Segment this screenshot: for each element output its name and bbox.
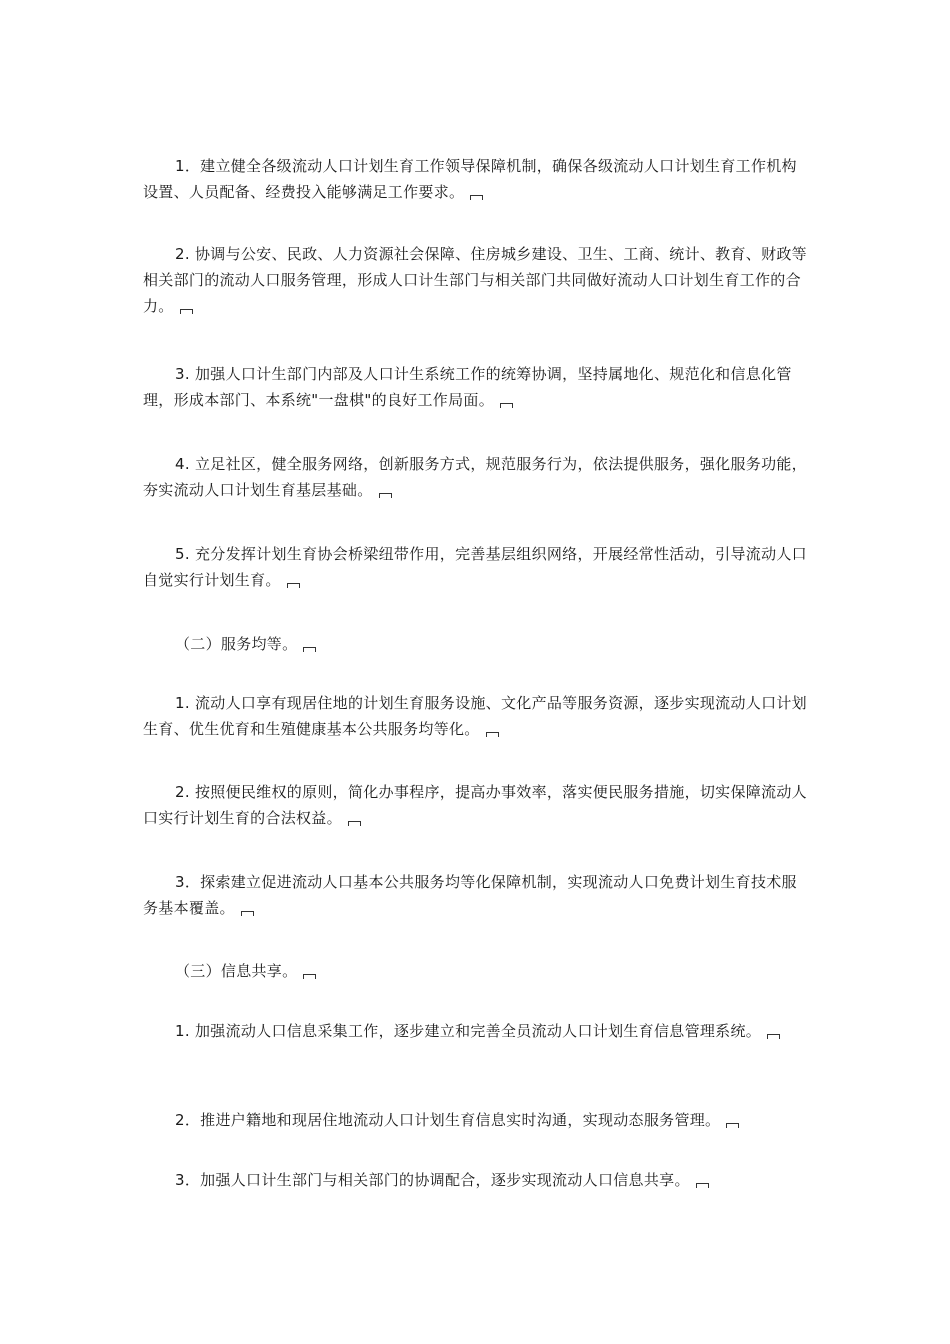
- paragraph: [143, 869, 810, 921]
- paragraph-mark-icon: [348, 821, 361, 826]
- paragraph-text: 1. 加强流动人口信息采集工作，逐步建立和完善全员流动人口计划生育信息管理系统。: [175, 1022, 762, 1040]
- paragraph-text: 2. 按照便民维权的原则，简化办事程序，提高办事效率，落实便民服务措施，切实保障流动人口实行计划生育的合法权益。: [143, 783, 807, 827]
- paragraph-mark-icon: [180, 309, 193, 314]
- paragraph-mark-icon: [767, 1034, 780, 1039]
- paragraph-mark-icon: [241, 911, 254, 916]
- section-heading: [143, 958, 810, 984]
- paragraph: [143, 690, 810, 742]
- section-heading-text: （二）服务均等。: [175, 635, 298, 653]
- paragraph: [143, 1107, 810, 1133]
- paragraph: [143, 361, 810, 413]
- paragraph: [143, 1167, 810, 1193]
- paragraph-text: 3. 加强人口计生部门内部及人口计生系统工作的统筹协调，坚持属地化、规范化和信息化管理，形成本部门、本系统"一盘棋"的良好工作局面。: [143, 365, 792, 409]
- section-heading: [143, 631, 810, 657]
- paragraph-mark-icon: [696, 1183, 709, 1188]
- paragraph: [143, 241, 810, 319]
- paragraph-text: 2. 协调与公安、民政、人力资源社会保障、住房城乡建设、卫生、工商、统计、教育、财政等相关部门的流动人口服务管理，形成人口计生部门与相关部门共同做好流动人口计划生育工作的合力。: [143, 245, 807, 315]
- paragraph: [143, 1018, 810, 1044]
- paragraph-mark-icon: [500, 403, 513, 408]
- paragraph: [143, 153, 810, 205]
- paragraph-text: 5. 充分发挥计划生育协会桥梁纽带作用，完善基层组织网络，开展经常性活动，引导流动人口自觉实行计划生育。: [143, 545, 807, 589]
- paragraph-mark-icon: [470, 195, 483, 200]
- paragraph-text: 1．建立健全各级流动人口计划生育工作领导保障机制，确保各级流动人口计划生育工作机构设置、人员配备、经费投入能够满足工作要求。: [143, 157, 797, 201]
- paragraph-text: 3．探索建立促进流动人口基本公共服务均等化保障机制，实现流动人口免费计划生育技术服务基本覆盖。: [143, 873, 797, 917]
- paragraph-mark-icon: [726, 1123, 739, 1128]
- paragraph-text: 1. 流动人口享有现居住地的计划生育服务设施、文化产品等服务资源，逐步实现流动人口计划生育、优生优育和生殖健康基本公共服务均等化。: [143, 694, 807, 738]
- paragraph-mark-icon: [287, 583, 300, 588]
- paragraph-mark-icon: [486, 732, 499, 737]
- section-heading-text: （三）信息共享。: [175, 962, 298, 980]
- paragraph-mark-icon: [303, 647, 316, 652]
- paragraph-mark-icon: [379, 493, 392, 498]
- paragraph: [143, 541, 810, 593]
- paragraph-text: 2．推进户籍地和现居住地流动人口计划生育信息实时沟通，实现动态服务管理。: [175, 1111, 721, 1129]
- paragraph-mark-icon: [303, 974, 316, 979]
- paragraph-text: 3．加强人口计生部门与相关部门的协调配合，逐步实现流动人口信息共享。: [175, 1171, 690, 1189]
- paragraph: [143, 451, 810, 503]
- paragraph: [143, 779, 810, 831]
- paragraph-text: 4. 立足社区，健全服务网络，创新服务方式，规范服务行为，依法提供服务，强化服务功能，夯实流动人口计划生育基层基础。: [143, 455, 807, 499]
